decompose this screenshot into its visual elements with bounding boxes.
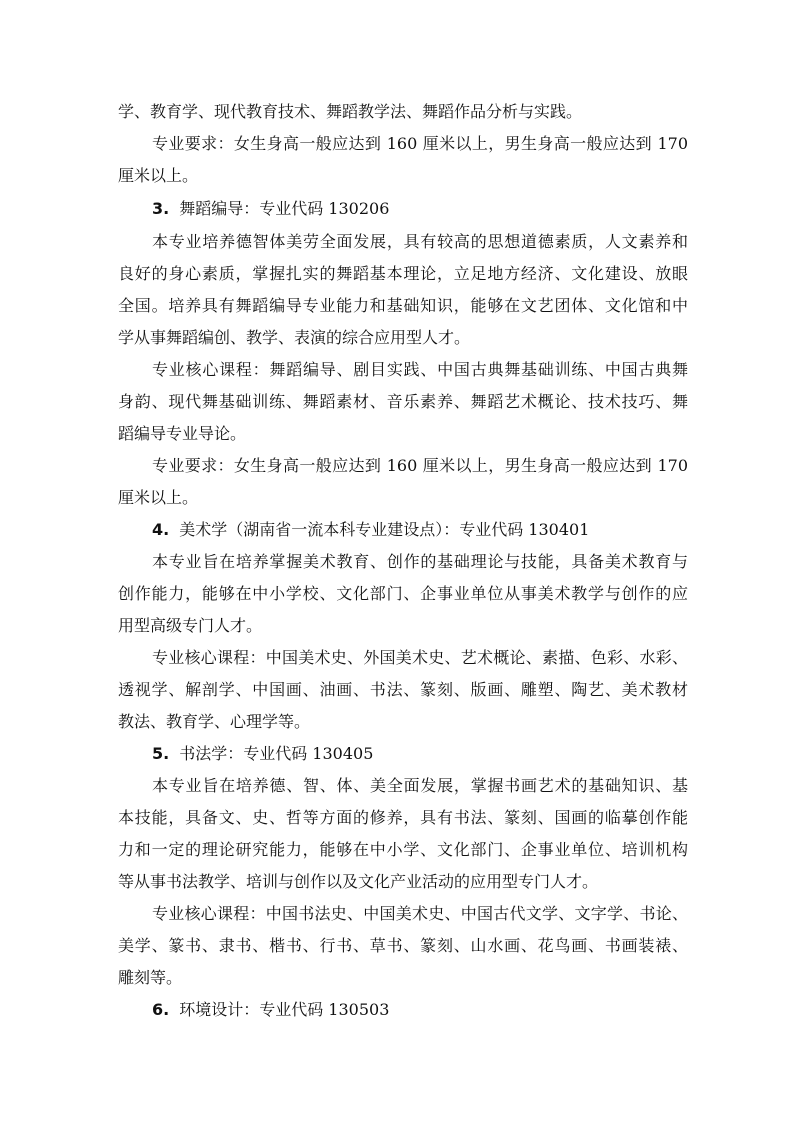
paragraph-line: 专业核心课程：舞蹈编导、剧目实践、中国古典舞基础训练、中国古典舞 [152, 360, 688, 379]
section-title: 美术学（湖南省一流本科专业建设点）：专业代码 130401 [179, 520, 590, 539]
paragraph-line: 本专业旨在培养德、智、体、美全面发展，掌握书画艺术的基础知识、基 [152, 776, 688, 795]
paragraph-line: 专业核心课程：中国书法史、中国美术史、中国古代文学、文字学、书论、 [152, 904, 688, 923]
section-title: 舞蹈编导：专业代码 130206 [179, 199, 390, 218]
section-title: 书法学：专业代码 130405 [179, 744, 374, 763]
section-number: 6. [152, 1000, 170, 1019]
paragraph-line: 专业要求：女生身高一般应达到 160 厘米以上，男生身高一般应达到 170 [152, 134, 688, 153]
section-number: 3. [152, 199, 170, 218]
paragraph-line: 力和一定的理论研究能力，能够在中小学、文化部门、企事业单位、培训机构 [118, 840, 688, 859]
section-heading-6 [152, 996, 688, 1024]
paragraph-line: 用型高级专门人才。 [118, 616, 263, 635]
paragraph-line: 身韵、现代舞基础训练、舞蹈素材、音乐素养、舞蹈艺术概论、技术技巧、舞 [118, 392, 688, 411]
paragraph-line: 美学、篆书、隶书、楷书、行书、草书、篆刻、山水画、花鸟画、书画装裱、 [118, 936, 688, 955]
paragraph-line: 教法、教育学、心理学等。 [118, 712, 311, 731]
paragraph-line: 全国。培养具有舞蹈编导专业能力和基础知识，能够在文艺团体、文化馆和中 [118, 296, 688, 315]
paragraph-line: 厘米以上。 [118, 166, 199, 185]
paragraph-line: 等从事书法教学、培训与创作以及文化产业活动的应用型专门人才。 [118, 872, 599, 891]
section-number: 4. [152, 520, 170, 539]
paragraph-line: 本专业旨在培养掌握美术教育、创作的基础理论与技能，具备美术教育与 [152, 552, 688, 571]
paragraph-line: 本技能，具备文、史、哲等方面的修养，具有书法、篆刻、国画的临摹创作能 [118, 808, 688, 827]
paragraph-line: 专业要求：女生身高一般应达到 160 厘米以上，男生身高一般应达到 170 [152, 456, 688, 475]
section-heading-4 [152, 516, 688, 544]
paragraph-line: 学、教育学、现代教育技术、舞蹈教学法、舞蹈作品分析与实践。 [118, 102, 583, 121]
paragraph-line: 良好的身心素质，掌握扎实的舞蹈基本理论，立足地方经济、文化建设、放眼 [118, 264, 688, 283]
paragraph-line: 本专业培养德智体美劳全面发展，具有较高的思想道德素质，人文素养和 [152, 232, 688, 251]
section-heading-5 [152, 740, 688, 768]
section-title: 环境设计：专业代码 130503 [179, 1000, 390, 1019]
section-number: 5. [152, 744, 170, 763]
paragraph-line: 创作能力，能够在中小学校、文化部门、企事业单位从事美术教学与创作的应 [118, 584, 688, 603]
paragraph-line: 蹈编导专业导论。 [118, 424, 247, 443]
paragraph-line: 厘米以上。 [118, 488, 199, 507]
section-heading-3 [152, 195, 688, 223]
paragraph-line: 雕刻等。 [118, 968, 183, 987]
paragraph-line: 专业核心课程：中国美术史、外国美术史、艺术概论、素描、色彩、水彩、 [152, 648, 688, 667]
paragraph-line: 透视学、解剖学、中国画、油画、书法、篆刻、版画、雕塑、陶艺、美术教材 [118, 680, 688, 699]
paragraph-line: 学从事舞蹈编创、教学、表演的综合应用型人才。 [118, 328, 471, 347]
